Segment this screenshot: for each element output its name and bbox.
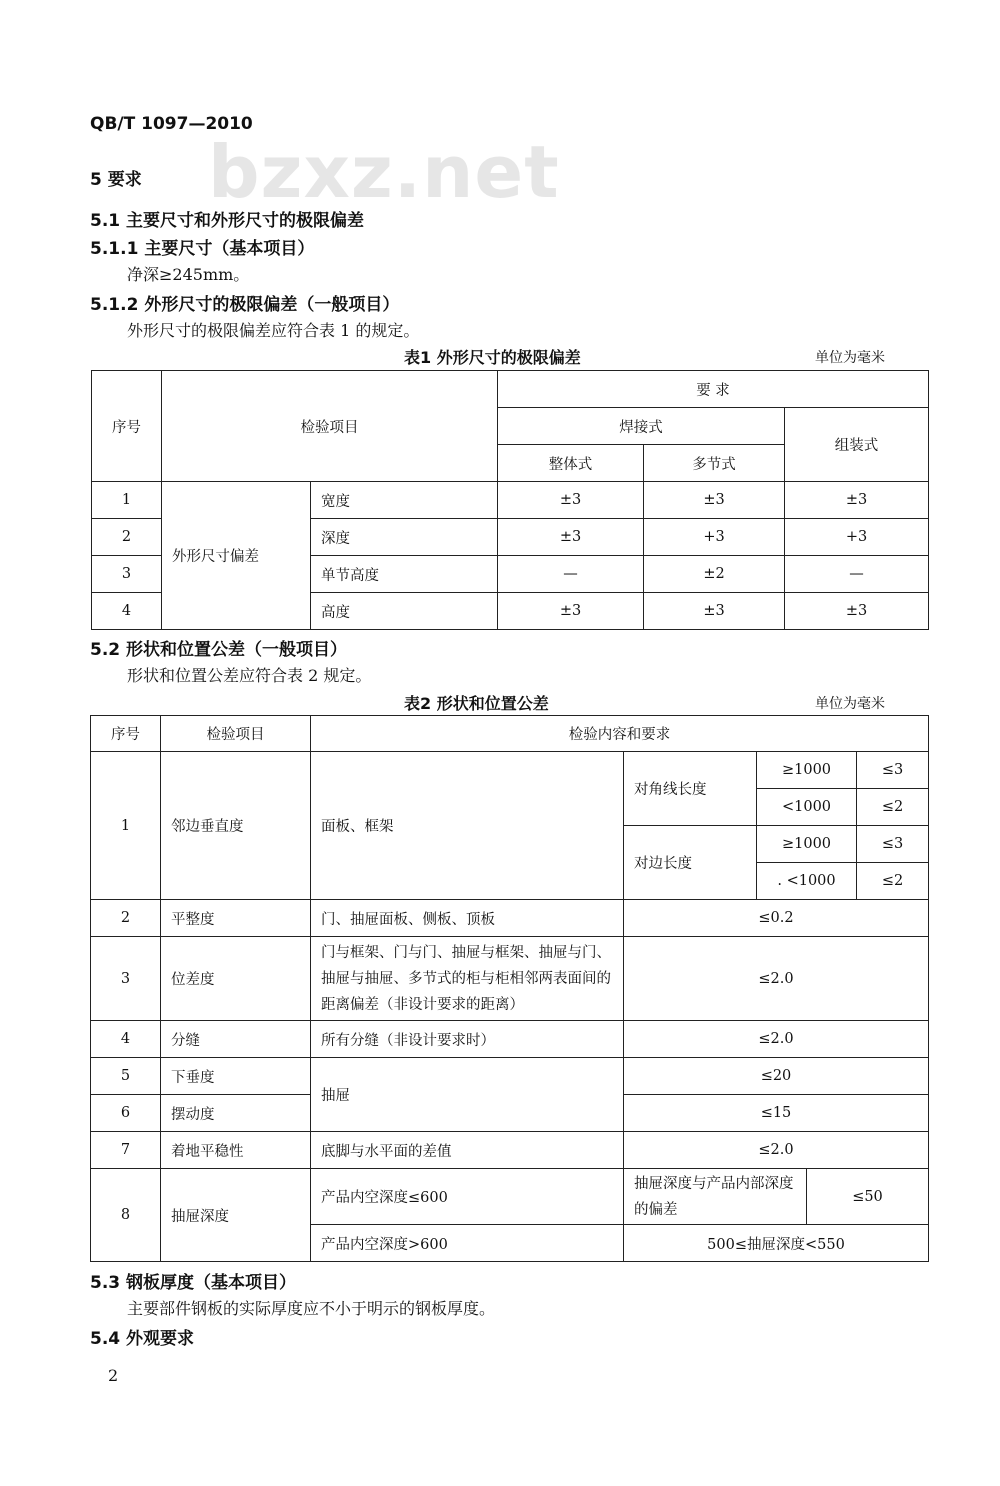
table2-item: 抽屉深度 xyxy=(161,1169,311,1262)
table-row xyxy=(92,482,929,519)
table2-item: 着地平稳性 xyxy=(161,1132,311,1169)
table2-content: 所有分缝（非设计要求时） xyxy=(311,1021,624,1058)
table2-requirement: ≤0.2 xyxy=(624,900,929,937)
section-5-3-title: 5.3 钢板厚度（基本项目） xyxy=(90,1273,297,1293)
table1-seq: 4 xyxy=(92,593,162,630)
table-row xyxy=(91,1021,929,1058)
table2-header-seq: 序号 xyxy=(91,716,161,752)
table2-length-ge: ≥1000 xyxy=(757,752,857,789)
table2-seq: 2 xyxy=(91,900,161,937)
table1-header-item: 检验项目 xyxy=(162,371,498,482)
table2-content: 门与框架、门与门、抽屉与框架、抽屉与门、抽屉与抽屉、多节式的柜与柜相邻两表面间的距离偏差（非设计要求的距离） xyxy=(311,937,624,1021)
table2-tolerance: ≤2 xyxy=(857,789,929,826)
table2-seq: 4 xyxy=(91,1021,161,1058)
watermark: bzxz.net xyxy=(208,130,560,214)
table1-whole-value: ±3 xyxy=(498,519,644,556)
table2-length-lt: <1000 xyxy=(757,789,857,826)
table1-multi-value: ±3 xyxy=(644,482,785,519)
table-row xyxy=(91,752,929,789)
section-5-1-2-text: 外形尺寸的极限偏差应符合表 1 的规定。 xyxy=(127,321,420,340)
table2-requirement: ≤2.0 xyxy=(624,1021,929,1058)
section-5-2-text: 形状和位置公差应符合表 2 规定。 xyxy=(127,666,372,685)
table1-unit: 单位为毫米 xyxy=(815,350,885,366)
table-row xyxy=(91,1058,929,1095)
table1-multi-value: +3 xyxy=(644,519,785,556)
section-5-2-title: 5.2 形状和位置公差（一般项目） xyxy=(90,640,348,660)
table2 xyxy=(90,715,929,1262)
table2-seq: 5 xyxy=(91,1058,161,1095)
table2-content: 底脚与水平面的差值 xyxy=(311,1132,624,1169)
table1-assembly-value: +3 xyxy=(785,519,929,556)
table1-header-assembly: 组装式 xyxy=(785,408,929,482)
table2-unit: 单位为毫米 xyxy=(815,696,885,712)
table1-header-requirement: 要 求 xyxy=(498,371,929,408)
table2-requirement: ≤2.0 xyxy=(624,937,929,1021)
table2-item: 位差度 xyxy=(161,937,311,1021)
table2-side-label: 对边长度 xyxy=(624,826,757,900)
table2-seq: 6 xyxy=(91,1095,161,1132)
table1-whole-value: — xyxy=(498,556,644,593)
table2-requirement: ≤2.0 xyxy=(624,1132,929,1169)
table2-seq: 8 xyxy=(91,1169,161,1262)
standard-number: QB/T 1097—2010 xyxy=(90,114,253,134)
section-5-1-2-title: 5.1.2 外形尺寸的极限偏差（一般项目） xyxy=(90,295,400,315)
table2-deviation-label: 抽屉深度与产品内部深度的偏差 xyxy=(624,1169,807,1225)
table2-content: 面板、框架 xyxy=(311,752,624,900)
table1-item: 深度 xyxy=(311,519,498,556)
table1-caption: 表1 外形尺寸的极限偏差 xyxy=(404,348,581,367)
table2-requirement: 500≤抽屉深度<550 xyxy=(624,1225,929,1262)
table2-item: 下垂度 xyxy=(161,1058,311,1095)
table2-header-content: 检验内容和要求 xyxy=(311,716,929,752)
table2-tolerance: ≤3 xyxy=(857,826,929,863)
table1-group-label: 外形尺寸偏差 xyxy=(162,482,311,630)
table2-tolerance: ≤3 xyxy=(857,752,929,789)
table2-requirement: ≤20 xyxy=(624,1058,929,1095)
table2-item: 摆动度 xyxy=(161,1095,311,1132)
table-row xyxy=(91,900,929,937)
section-5-title: 5 要求 xyxy=(90,170,142,190)
table1-assembly-value: — xyxy=(785,556,929,593)
table1-multi-value: ±2 xyxy=(644,556,785,593)
table2-length-ge: ≥1000 xyxy=(757,826,857,863)
table1-header-whole: 整体式 xyxy=(498,445,644,482)
table-row xyxy=(91,1169,929,1225)
table1-whole-value: ±3 xyxy=(498,482,644,519)
table1-seq: 3 xyxy=(92,556,162,593)
section-5-1-1-text: 净深≥245mm。 xyxy=(127,265,250,284)
table2-seq: 1 xyxy=(91,752,161,900)
table2-diagonal-label: 对角线长度 xyxy=(624,752,757,826)
table2-requirement: ≤15 xyxy=(624,1095,929,1132)
table2-tolerance: ≤2 xyxy=(857,863,929,900)
table1 xyxy=(91,370,929,630)
table2-content: 抽屉 xyxy=(311,1058,624,1132)
table1-whole-value: ±3 xyxy=(498,593,644,630)
table2-content: 门、抽屉面板、侧板、顶板 xyxy=(311,900,624,937)
table1-header-welded: 焊接式 xyxy=(498,408,785,445)
table2-header-item: 检验项目 xyxy=(161,716,311,752)
table2-item: 平整度 xyxy=(161,900,311,937)
table2-seq: 3 xyxy=(91,937,161,1021)
table2-length-lt: . <1000 xyxy=(757,863,857,900)
section-5-1-title: 5.1 主要尺寸和外形尺寸的极限偏差 xyxy=(90,211,365,231)
table1-item: 高度 xyxy=(311,593,498,630)
table-row xyxy=(91,1132,929,1169)
section-5-4-title: 5.4 外观要求 xyxy=(90,1329,195,1349)
table1-assembly-value: ±3 xyxy=(785,593,929,630)
table2-seq: 7 xyxy=(91,1132,161,1169)
table1-multi-value: ±3 xyxy=(644,593,785,630)
table2-item: 分缝 xyxy=(161,1021,311,1058)
table1-item: 单节高度 xyxy=(311,556,498,593)
section-5-1-1-title: 5.1.1 主要尺寸（基本项目） xyxy=(90,239,315,259)
page-number: 2 xyxy=(108,1366,119,1385)
table2-caption: 表2 形状和位置公差 xyxy=(404,694,549,713)
table1-header-seq: 序号 xyxy=(92,371,162,482)
table1-seq: 1 xyxy=(92,482,162,519)
table-row xyxy=(91,937,929,1021)
section-5-3-text: 主要部件钢板的实际厚度应不小于明示的钢板厚度。 xyxy=(127,1299,496,1318)
table1-header-multi: 多节式 xyxy=(644,445,785,482)
table2-deviation-requirement: ≤50 xyxy=(807,1169,929,1225)
table2-item: 邻边垂直度 xyxy=(161,752,311,900)
table1-assembly-value: ±3 xyxy=(785,482,929,519)
table2-content: 产品内空深度≤600 xyxy=(311,1169,624,1225)
table2-content: 产品内空深度>600 xyxy=(311,1225,624,1262)
table1-item: 宽度 xyxy=(311,482,498,519)
table1-seq: 2 xyxy=(92,519,162,556)
